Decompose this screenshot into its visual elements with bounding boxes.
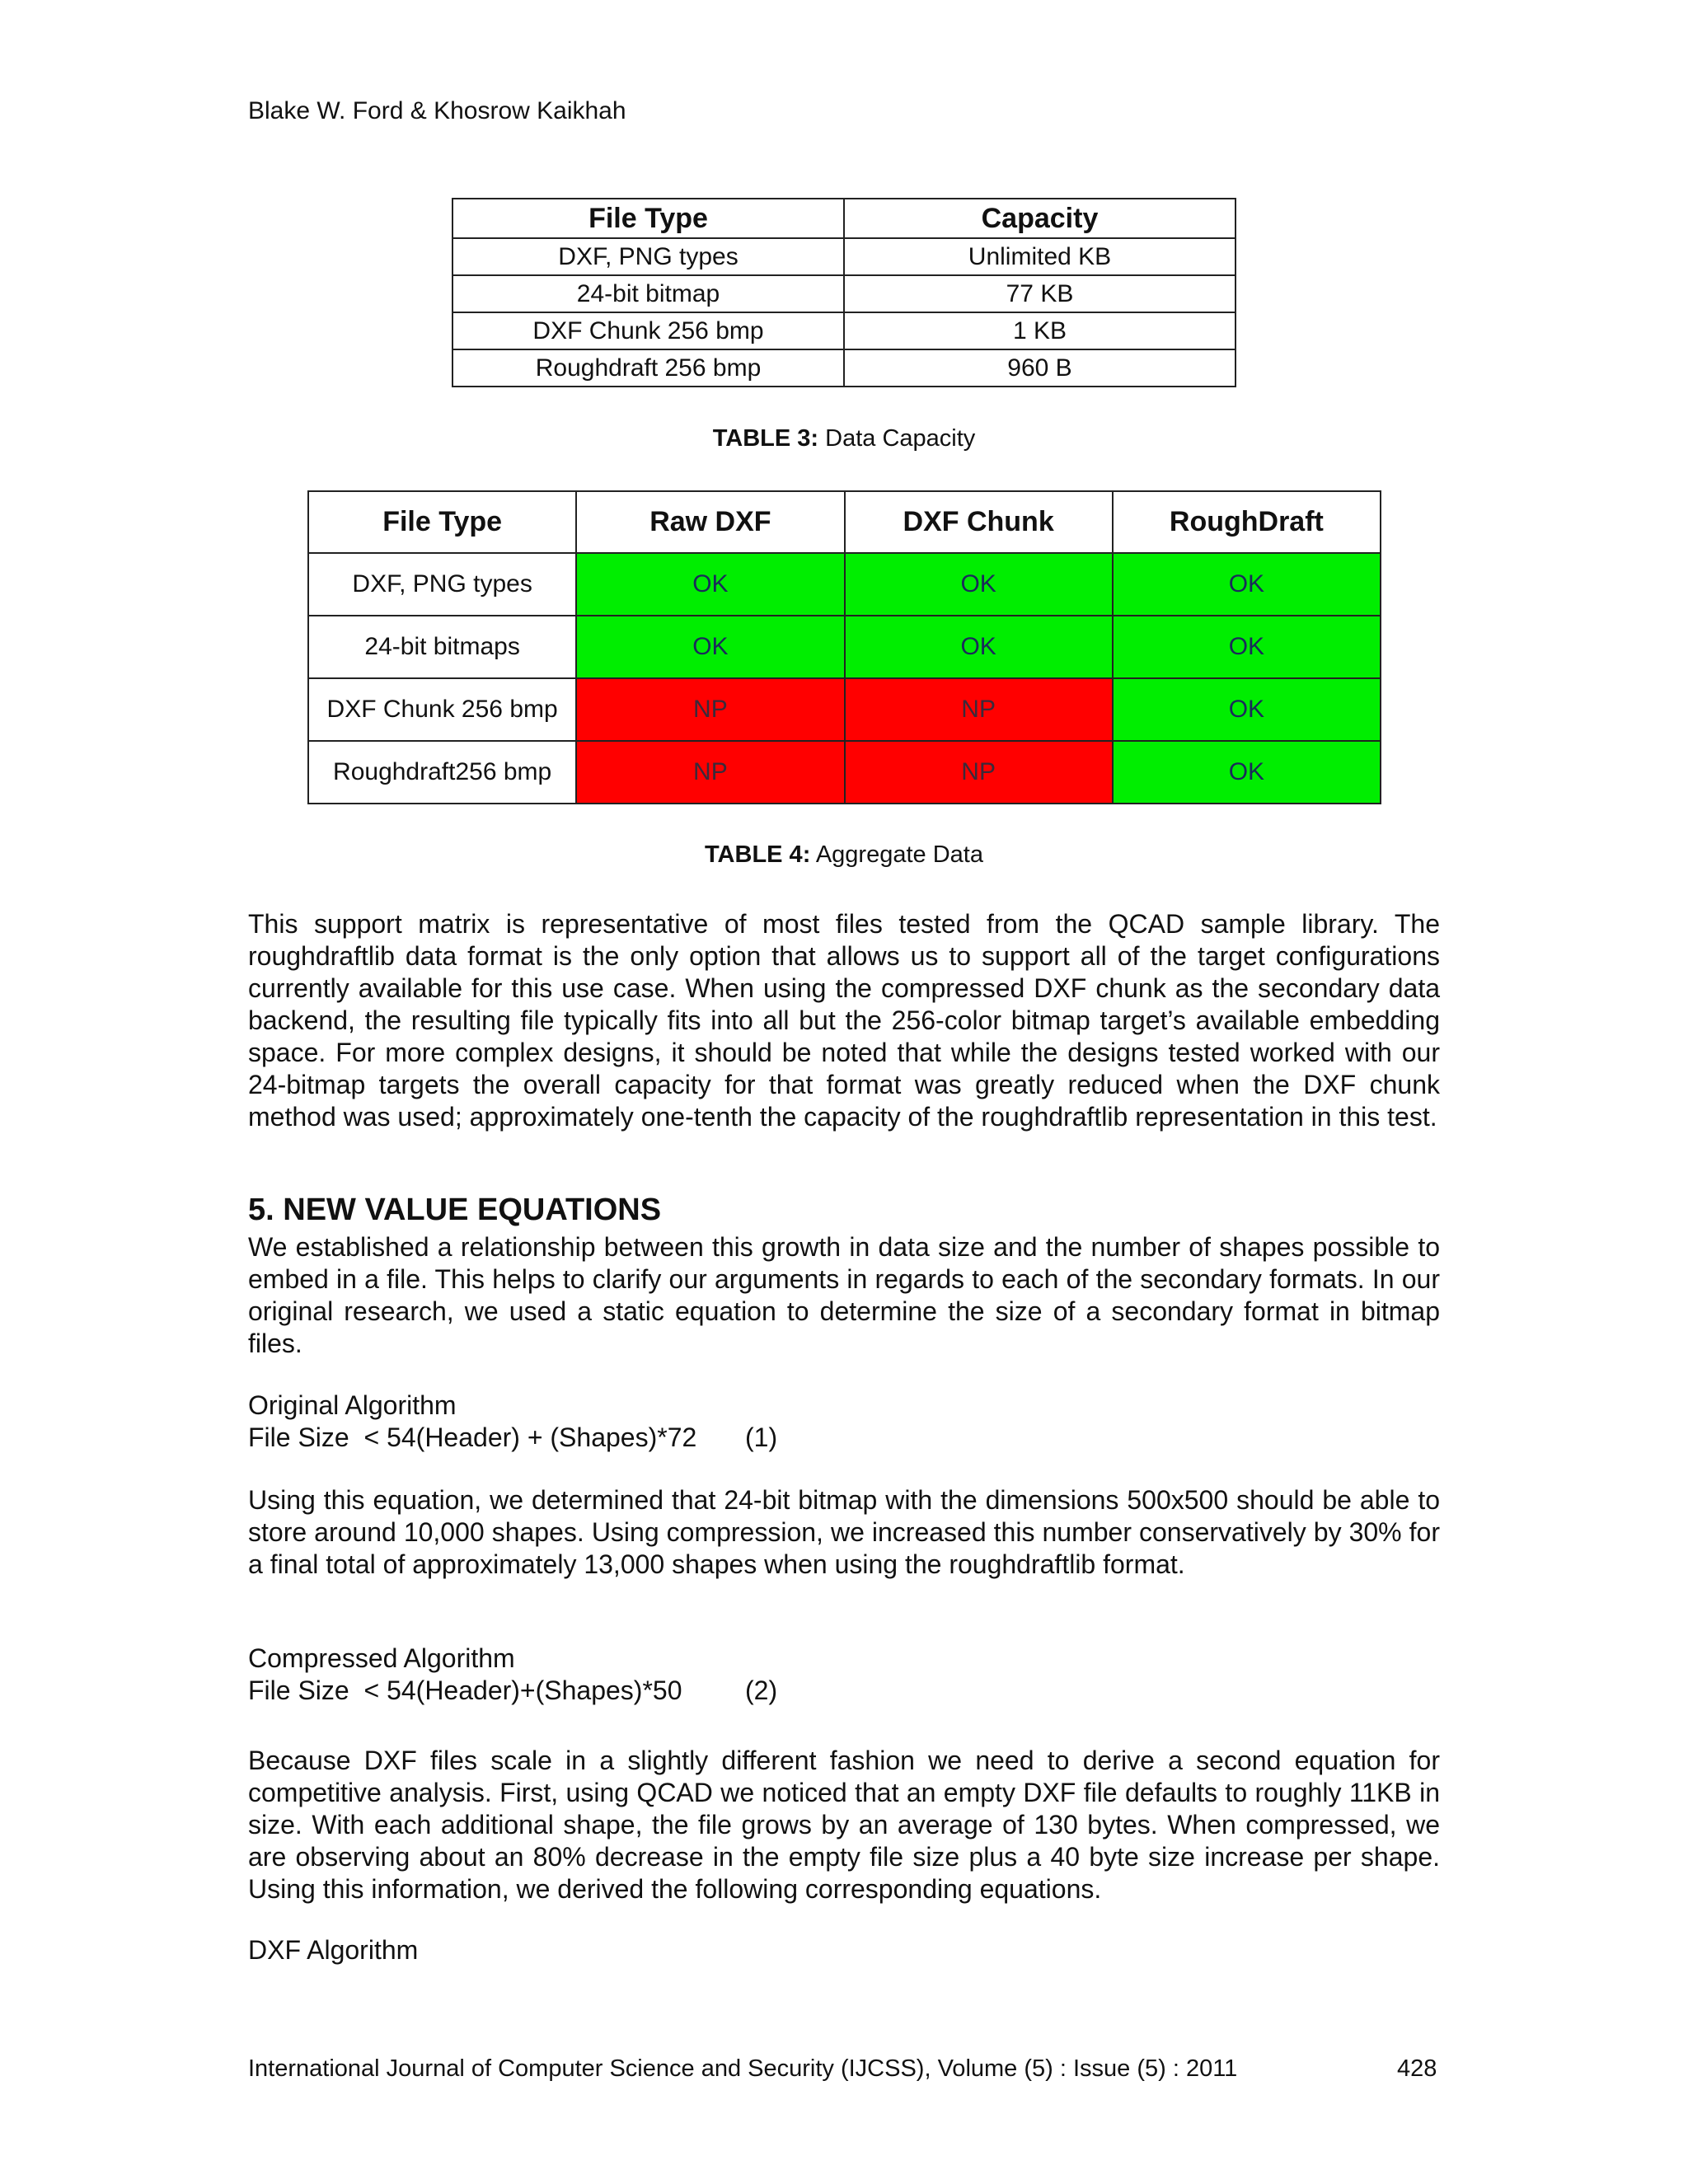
table-header-row: [308, 491, 1381, 553]
table-cell: DXF Chunk 256 bmp: [452, 312, 844, 349]
status-cell: OK: [576, 553, 844, 616]
equation-2: File Size < 54(Header)+(Shapes)*50: [248, 1675, 682, 1705]
table-header-row: [452, 199, 1236, 238]
table-cell: 77 KB: [844, 275, 1236, 312]
table-row: [308, 741, 1381, 804]
paragraph-dxf-scaling: Because DXF files scale in a slightly different fashion we need to derive a second equation for competitive analysis. First, using QCAD we noticed that an empty DXF file defaults to roughly 11KB in size. With each additional shape, the file grows by an average of 130 bytes. When compressed, we are observing about an 80% decrease in the empty file size plus a 40 byte size increase per shape. Using this information, we derived the following corresponding equations.: [248, 1746, 1440, 1904]
status-cell: OK: [845, 553, 1113, 616]
status-cell: OK: [1113, 553, 1381, 616]
status-cell: OK: [1113, 741, 1381, 804]
table-cell: Unlimited KB: [844, 238, 1236, 275]
caption-label: TABLE 3:: [712, 425, 819, 452]
running-header: Blake W. Ford & Khosrow Kaikhah: [248, 97, 626, 124]
table-cell: DXF, PNG types: [452, 238, 844, 275]
section-heading: 5. NEW VALUE EQUATIONS: [248, 1193, 662, 1227]
table-row: [452, 275, 1236, 312]
algorithm-title: Compressed Algorithm: [248, 1643, 515, 1673]
column-header: File Type: [308, 491, 576, 553]
column-header: DXF Chunk: [845, 491, 1113, 553]
status-cell: OK: [576, 616, 844, 678]
data-capacity-table: [452, 198, 1236, 387]
paragraph-support-matrix: This support matrix is representative of most files tested from the QCAD sample library. The roughdraftlib data format is the only option that allows us to support all of the target configurations currently available for this use case. When using the compressed DXF chunk as the secondary data backend, the resulting file typically fits into all but the 256-color bitmap target’s available embedding space. For more complex designs, it should be noted that while the designs tested worked with our 24-bitmap targets the overall capacity for that format was greatly reduced when the DXF chunk method was used; approximately one-tenth the capacity of the roughdraftlib representation in this test.: [248, 909, 1440, 1132]
table-row: [308, 553, 1381, 616]
status-cell: NP: [845, 678, 1113, 741]
table-row: [308, 678, 1381, 741]
status-cell: NP: [845, 741, 1113, 804]
status-cell: OK: [1113, 616, 1381, 678]
caption-text: Data Capacity: [825, 425, 976, 452]
paragraph-original-result: Using this equation, we determined that 24-bit bitmap with the dimensions 500x500 should be able to store around 10,000 shapes. Using compression, we increased this number conservatively by 30% for a final total of approximately 13,000 shapes when using the roughdraftlib format.: [248, 1485, 1440, 1579]
page-number: 428: [1397, 2055, 1437, 2082]
table-cell: 960 B: [844, 349, 1236, 387]
table-cell: Roughdraft256 bmp: [308, 741, 576, 804]
equation-number: (1): [745, 1422, 778, 1452]
column-header: RoughDraft: [1113, 491, 1381, 553]
table-cell: 24-bit bitmaps: [308, 616, 576, 678]
journal-footer: International Journal of Computer Science and Security (IJCSS), Volume (5) : Issue (5) : 2011: [248, 2055, 1238, 2082]
aggregate-data-table: [307, 490, 1381, 804]
status-cell: OK: [1113, 678, 1381, 741]
table-row: [452, 312, 1236, 349]
table-row: [308, 616, 1381, 678]
algorithm-title: DXF Algorithm: [248, 1935, 419, 1965]
column-header: Capacity: [844, 199, 1236, 238]
table-cell: DXF, PNG types: [308, 553, 576, 616]
caption-label: TABLE 4:: [705, 841, 811, 868]
algorithm-title: Original Algorithm: [248, 1390, 457, 1420]
column-header: Raw DXF: [576, 491, 844, 553]
caption-text: Aggregate Data: [815, 841, 983, 868]
table-cell: 1 KB: [844, 312, 1236, 349]
equation-1: File Size < 54(Header) + (Shapes)*72: [248, 1422, 697, 1452]
table-4-caption: [0, 841, 1688, 869]
table-cell: DXF Chunk 256 bmp: [308, 678, 576, 741]
column-header: File Type: [452, 199, 844, 238]
status-cell: OK: [845, 616, 1113, 678]
equation-number: (2): [745, 1675, 778, 1705]
paragraph-relationship: We established a relationship between this growth in data size and the number of shapes possible to embed in a file. This helps to clarify our arguments in regards to each of the secondary formats. In our original research, we used a static equation to determine the size of a secondary format in bitmap files.: [248, 1232, 1440, 1358]
table-cell: 24-bit bitmap: [452, 275, 844, 312]
table-row: [452, 238, 1236, 275]
table-3-caption: [0, 425, 1688, 452]
status-cell: NP: [576, 678, 844, 741]
table-cell: Roughdraft 256 bmp: [452, 349, 844, 387]
status-cell: NP: [576, 741, 844, 804]
table-row: [452, 349, 1236, 387]
